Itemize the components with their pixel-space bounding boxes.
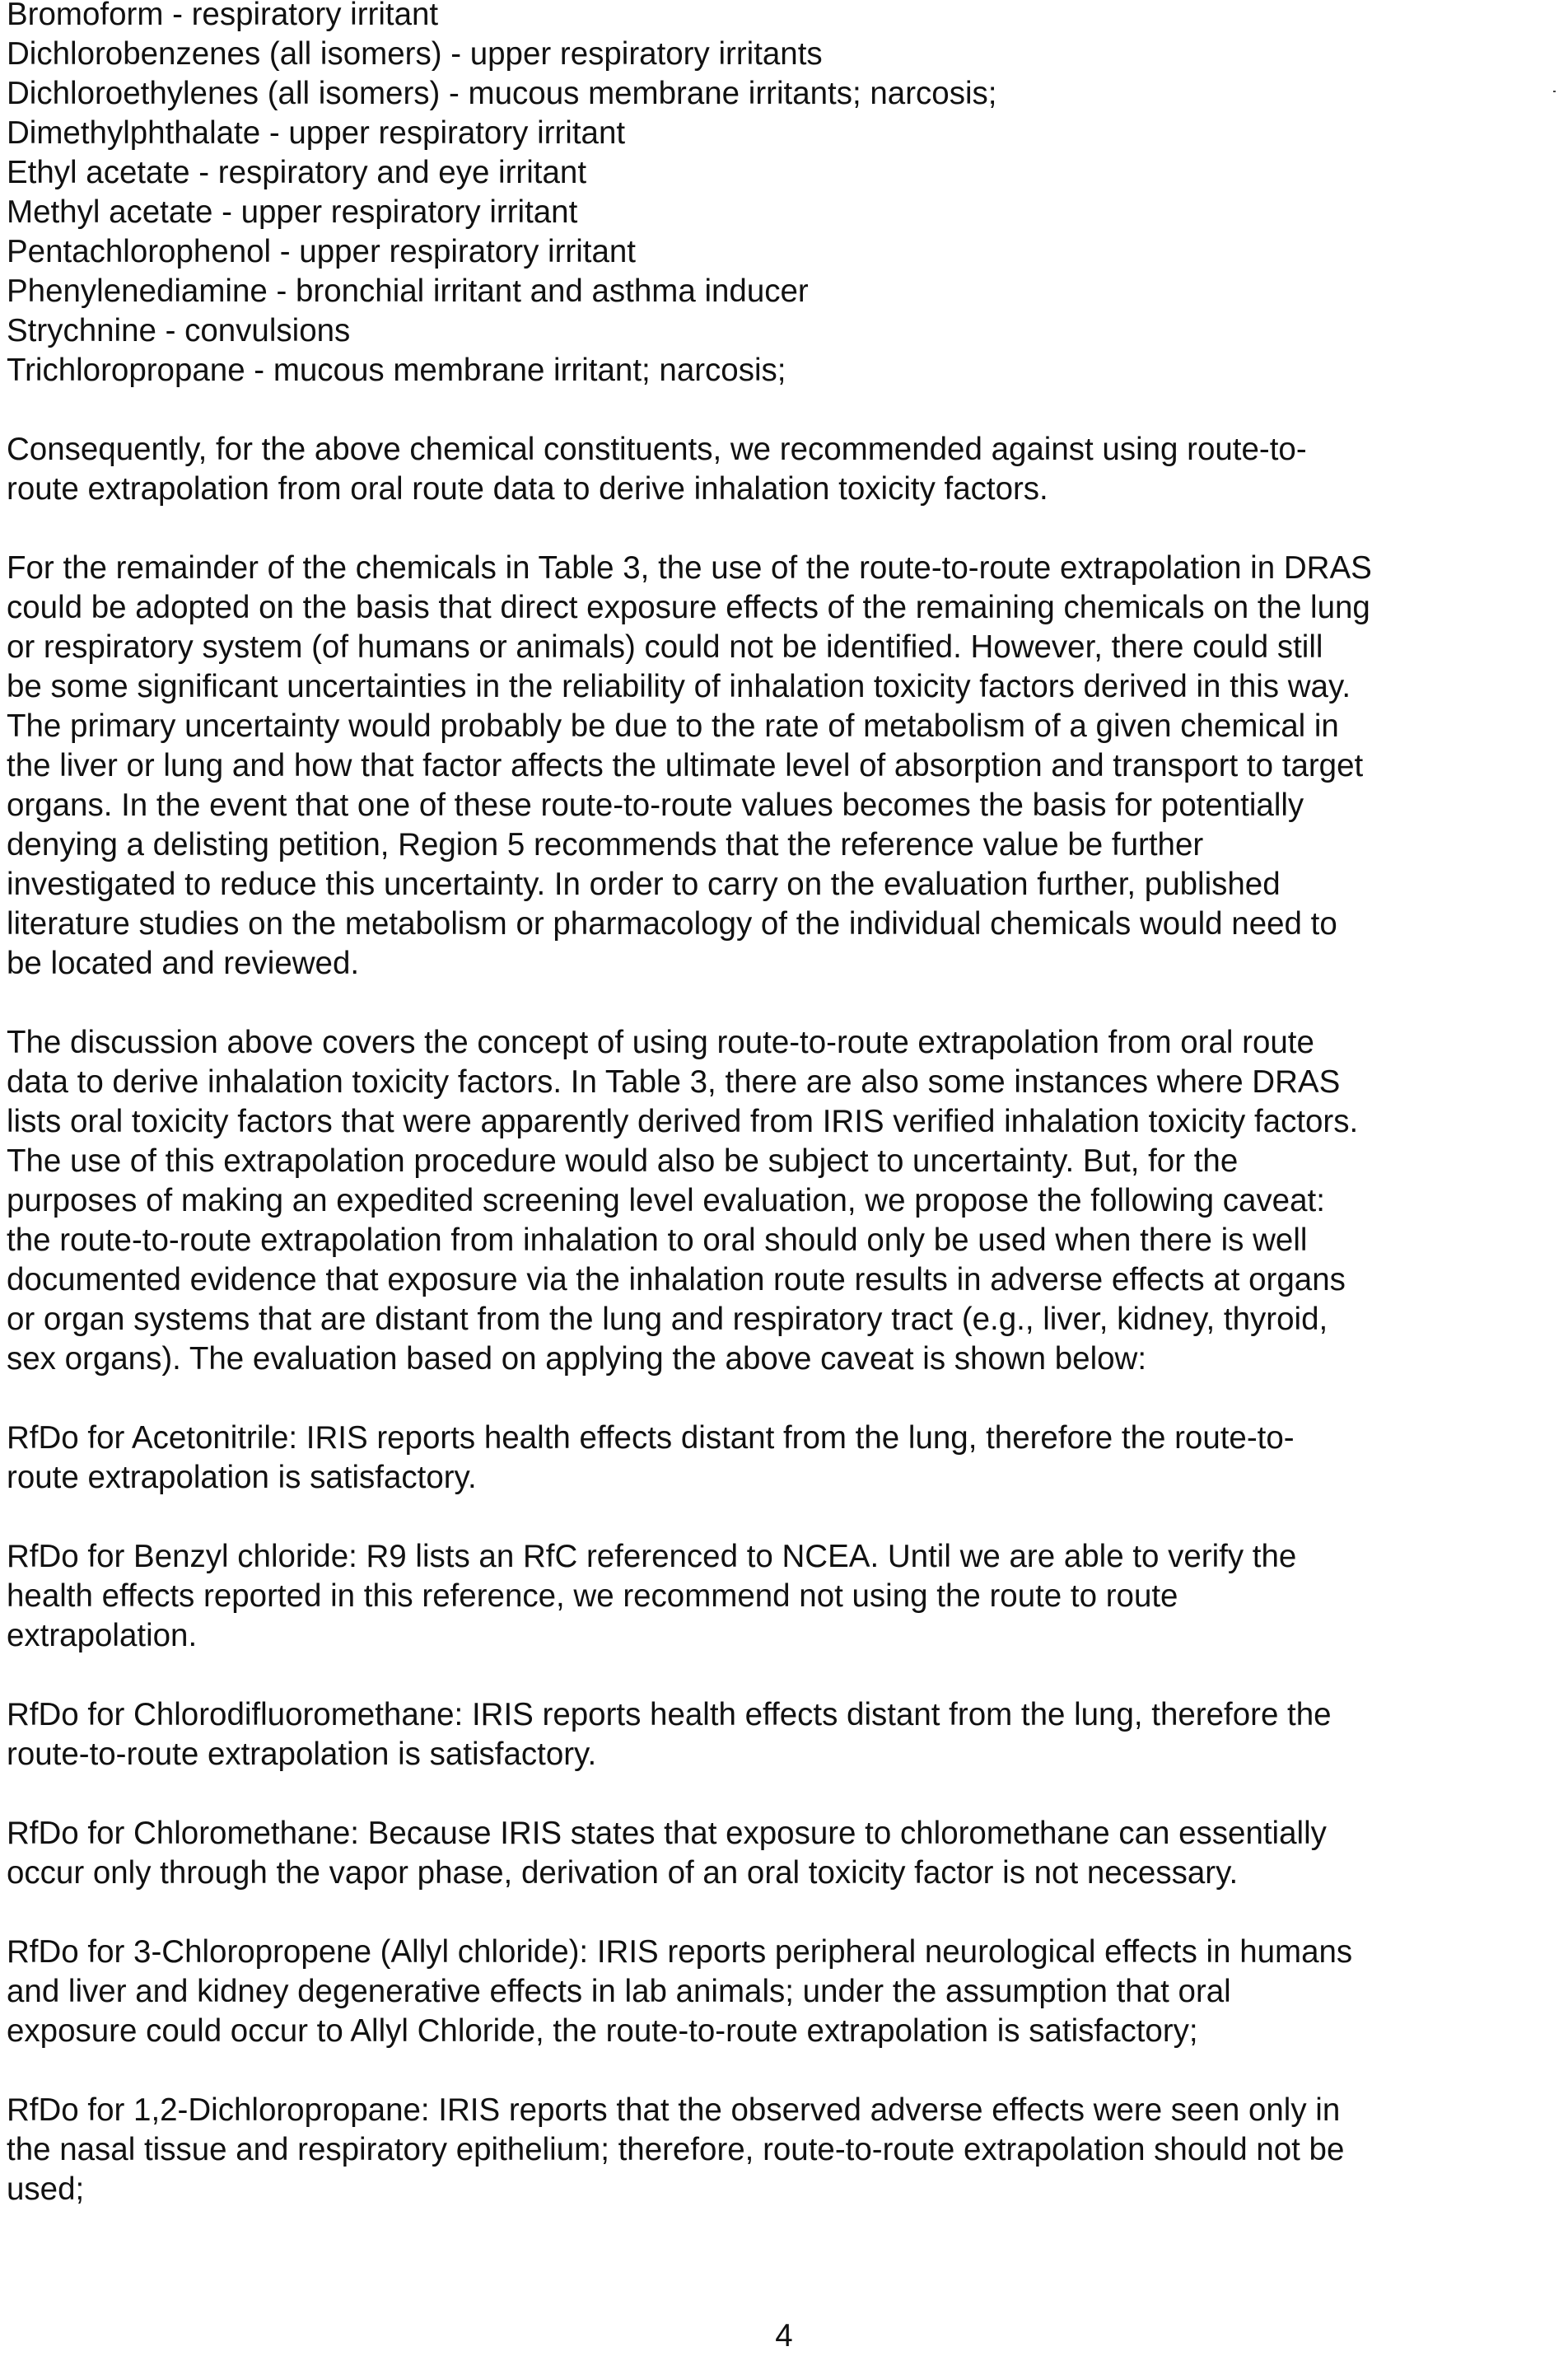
paragraph-line: The discussion above covers the concept of using route-to-route extrapolation from oral route	[7, 1025, 1314, 1060]
list-item: Pentachlorophenol - upper respiratory irritant	[7, 234, 636, 269]
list-item: Strychnine - convulsions	[7, 313, 351, 348]
paragraph-line: Consequently, for the above chemical constituents, we recommended against using route-to-	[7, 432, 1307, 467]
paragraph-line: data to derive inhalation toxicity factors. In Table 3, there are also some instances where DRAS	[7, 1064, 1341, 1100]
paragraph-line: The use of this extrapolation procedure would also be subject to uncertainty. But, for the	[7, 1143, 1239, 1179]
paragraph	[7, 1695, 1456, 1774]
paragraph-line: the liver or lung and how that factor affects the ultimate level of absorption and transport to target	[7, 748, 1364, 783]
paragraph-line: RfDo for 1,2-Dichloropropane: IRIS reports that the observed adverse effects were seen only in	[7, 2092, 1341, 2128]
paragraph-line: or respiratory system (of humans or animals) could not be identified. However, there could still	[7, 629, 1323, 665]
paragraph-line: denying a delisting petition, Region 5 recommends that the reference value be further	[7, 827, 1204, 862]
paragraph-line: For the remainder of the chemicals in Table 3, the use of the route-to-route extrapolation in DRAS	[7, 550, 1372, 586]
paragraph-line: health effects reported in this reference, we recommend not using the route to route	[7, 1578, 1178, 1614]
list-item: Ethyl acetate - respiratory and eye irritant	[7, 155, 587, 190]
paragraph-line: purposes of making an expedited screening level evaluation, we propose the following caveat:	[7, 1183, 1325, 1218]
paragraph-line: organs. In the event that one of these route-to-route values becomes the basis for potentially	[7, 788, 1304, 823]
paragraph-line: documented evidence that exposure via the inhalation route results in adverse effects at organs	[7, 1262, 1346, 1297]
paragraph-line: literature studies on the metabolism or pharmacology of the individual chemicals would need to	[7, 906, 1337, 942]
paragraph-line: occur only through the vapor phase, derivation of an oral toxicity factor is not necessary.	[7, 1855, 1239, 1891]
paragraph	[7, 430, 1456, 509]
paragraph	[7, 1814, 1456, 1893]
paragraph	[7, 549, 1456, 984]
paragraph-line: used;	[7, 2171, 85, 2207]
list-item: Dimethylphthalate - upper respiratory irritant	[7, 115, 626, 151]
paragraph-line: the route-to-route extrapolation from inhalation to oral should only be used when there is well	[7, 1222, 1308, 1258]
page-content	[7, 0, 1456, 2249]
paragraph-line: RfDo for Acetonitrile: IRIS reports health effects distant from the lung, therefore the route-to-	[7, 1420, 1295, 1456]
list-item: Phenylenediamine - bronchial irritant and asthma inducer	[7, 273, 809, 309]
list-item: Bromoform - respiratory irritant	[7, 0, 439, 32]
paragraph-line: exposure could occur to Allyl Chloride, the route-to-route extrapolation is satisfactory;	[7, 2013, 1198, 2049]
list-item: Trichloropropane - mucous membrane irritant; narcosis;	[7, 353, 786, 388]
paragraph-line: be located and reviewed.	[7, 946, 360, 981]
paragraph	[7, 2091, 1456, 2209]
paragraph-line: RfDo for Chlorodifluoromethane: IRIS reports health effects distant from the lung, therefore the	[7, 1697, 1332, 1732]
body-paragraphs	[7, 430, 1456, 2209]
scan-speck	[1553, 91, 1556, 92]
paragraph-line: RfDo for Benzyl chloride: R9 lists an RfC referenced to NCEA. Until we are able to verify the	[7, 1539, 1297, 1574]
paragraph-line: route extrapolation is satisfactory.	[7, 1460, 477, 1495]
paragraph-line: and liver and kidney degenerative effects in lab animals; under the assumption that oral	[7, 1974, 1231, 2009]
paragraph-line: lists oral toxicity factors that were apparently derived from IRIS verified inhalation toxicity factors.	[7, 1104, 1359, 1139]
list-item: Methyl acetate - upper respiratory irritant	[7, 194, 578, 230]
paragraph	[7, 1933, 1456, 2051]
list-item: Dichlorobenzenes (all isomers) - upper respiratory irritants	[7, 36, 823, 72]
paragraph-line: be some significant uncertainties in the reliability of inhalation toxicity factors derived in this way.	[7, 669, 1351, 704]
list-item: Dichloroethylenes (all isomers) - mucous membrane irritants; narcosis;	[7, 76, 997, 111]
paragraph	[7, 1419, 1456, 1498]
paragraph	[7, 1023, 1456, 1379]
chemical-effects-list	[7, 0, 1456, 390]
paragraph-line: The primary uncertainty would probably be due to the rate of metabolism of a given chemical in	[7, 708, 1339, 744]
paragraph-line: the nasal tissue and respiratory epithelium; therefore, route-to-route extrapolation should not be	[7, 2132, 1345, 2167]
paragraph-line: extrapolation.	[7, 1618, 198, 1653]
paragraph	[7, 1537, 1456, 1656]
paragraph-line: sex organs). The evaluation based on applying the above caveat is shown below:	[7, 1341, 1147, 1377]
paragraph-line: could be adopted on the basis that direct exposure effects of the remaining chemicals on the lung	[7, 590, 1370, 625]
page-number: 4	[775, 2318, 793, 2354]
paragraph-line: or organ systems that are distant from the lung and respiratory tract (e.g., liver, kidney, thyroid,	[7, 1302, 1328, 1337]
paragraph-line: route extrapolation from oral route data to derive inhalation toxicity factors.	[7, 471, 1048, 507]
paragraph-line: investigated to reduce this uncertainty. In order to carry on the evaluation further, published	[7, 867, 1281, 902]
paragraph-line: RfDo for Chloromethane: Because IRIS states that exposure to chloromethane can essentially	[7, 1816, 1327, 1851]
paragraph-line: RfDo for 3-Chloropropene (Allyl chloride): IRIS reports peripheral neurological effects in humans	[7, 1934, 1353, 1970]
paragraph-line: route-to-route extrapolation is satisfactory.	[7, 1737, 597, 1772]
